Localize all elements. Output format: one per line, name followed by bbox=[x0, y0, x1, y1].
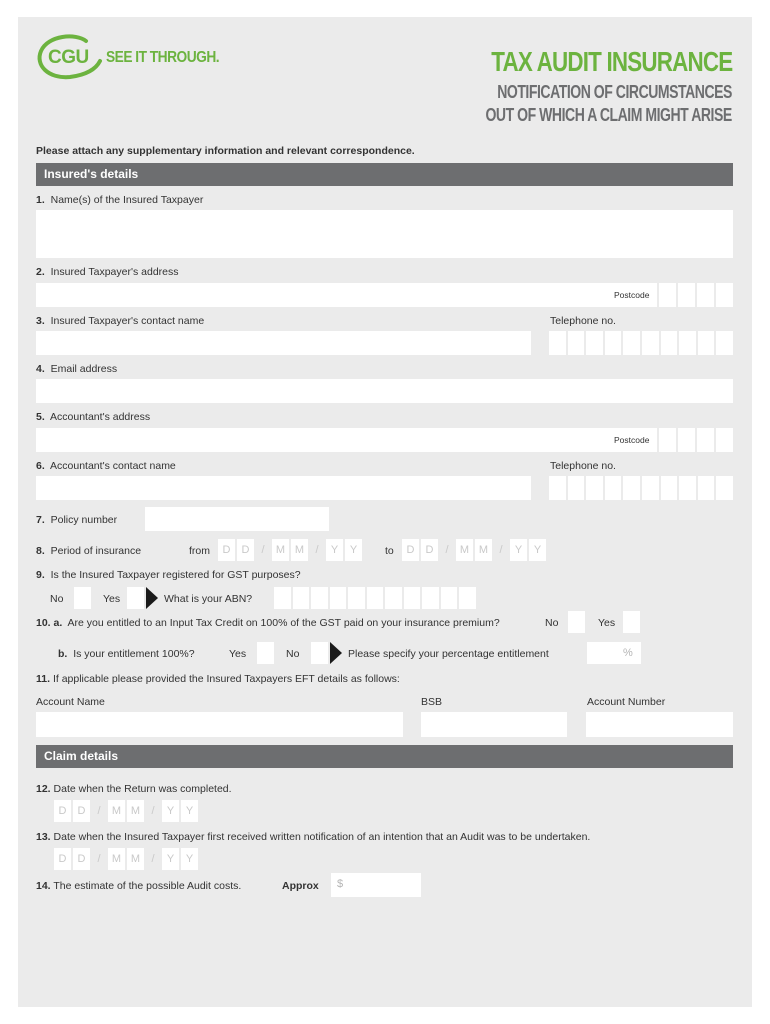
q10b-label: b. Is your entitlement 100%? bbox=[58, 648, 195, 660]
entitlement-no-label: No bbox=[286, 648, 300, 660]
itc-no-checkbox[interactable] bbox=[568, 611, 585, 633]
gst-no-label: No bbox=[50, 593, 64, 605]
q5-label: 5. Accountant's address bbox=[36, 411, 151, 423]
dollar-sign: $ bbox=[337, 878, 344, 890]
accountant-address-field[interactable] bbox=[36, 428, 657, 452]
q1-label: 1. Name(s) of the Insured Taxpayer bbox=[36, 194, 204, 206]
entitlement-yes-checkbox[interactable] bbox=[257, 642, 274, 664]
form-subtitle-1: NOTIFICATION OF CIRCUMSTANCES bbox=[497, 82, 732, 102]
bsb-label: BSB bbox=[421, 696, 443, 708]
accountant-telephone-field[interactable] bbox=[549, 476, 733, 500]
period-from-date[interactable]: D D / M M / Y Y bbox=[218, 539, 362, 561]
entitlement-no-checkbox[interactable] bbox=[311, 642, 328, 664]
q9-label: 9. Is the Insured Taxpayer registered for GST purposes? bbox=[36, 569, 301, 581]
postcode-label: Postcode bbox=[614, 290, 650, 300]
approx-label: Approx bbox=[282, 880, 319, 892]
specify-percentage-label: Please specify your percentage entitlement bbox=[348, 648, 549, 660]
arrow-icon bbox=[146, 587, 158, 609]
q14-label: 14. The estimate of the possible Audit costs. bbox=[36, 880, 242, 892]
telephone-label: Telephone no. bbox=[550, 315, 616, 327]
itc-yes-checkbox[interactable] bbox=[623, 611, 640, 633]
intro-text: Please attach any supplementary information and relevant correspondence. bbox=[36, 145, 415, 157]
email-field[interactable] bbox=[36, 379, 733, 403]
accountant-contact-name-field[interactable] bbox=[36, 476, 531, 500]
bsb-field[interactable] bbox=[421, 712, 567, 737]
insured-name-field[interactable] bbox=[36, 210, 733, 258]
abn-question-label: What is your ABN? bbox=[164, 593, 253, 605]
abn-field[interactable] bbox=[274, 587, 476, 609]
to-label: to bbox=[385, 545, 394, 557]
q10a-label: 10. a. Are you entitled to an Input Tax Credit on 100% of the GST paid on your insurance premium? bbox=[36, 617, 500, 629]
from-label: from bbox=[189, 545, 210, 557]
gst-no-checkbox[interactable] bbox=[74, 587, 91, 609]
return-completed-date[interactable]: D D / M M / Y Y bbox=[54, 800, 198, 822]
insured-contact-name-field[interactable] bbox=[36, 331, 531, 355]
account-name-label: Account Name bbox=[36, 696, 105, 708]
gst-yes-checkbox[interactable] bbox=[127, 587, 144, 609]
percent-sign: % bbox=[623, 647, 633, 659]
itc-no-label: No bbox=[545, 617, 559, 629]
policy-number-field[interactable] bbox=[145, 507, 329, 531]
cgu-logo bbox=[36, 33, 106, 81]
audit-cost-field[interactable] bbox=[331, 873, 421, 897]
postcode-label-2: Postcode bbox=[614, 435, 650, 445]
form-title: TAX AUDIT INSURANCE bbox=[490, 46, 732, 77]
audit-notification-date[interactable]: D D / M M / Y Y bbox=[54, 848, 198, 870]
accountant-postcode-field[interactable] bbox=[659, 428, 733, 452]
account-number-label: Account Number bbox=[587, 696, 666, 708]
q3-label: 3. Insured Taxpayer's contact name bbox=[36, 315, 205, 327]
insured-telephone-field[interactable] bbox=[549, 331, 733, 355]
entitlement-yes-label: Yes bbox=[229, 648, 247, 660]
account-number-field[interactable] bbox=[586, 712, 733, 737]
itc-yes-label: Yes bbox=[598, 617, 616, 629]
telephone-label-2: Telephone no. bbox=[550, 460, 616, 472]
q12-label: 12. Date when the Return was completed. bbox=[36, 783, 232, 795]
account-name-field[interactable] bbox=[36, 712, 403, 737]
q8-label: 8. Period of insurance bbox=[36, 545, 142, 557]
period-to-date[interactable]: D D / M M / Y Y bbox=[402, 539, 546, 561]
q4-label: 4. Email address bbox=[36, 363, 118, 375]
q6-label: 6. Accountant's contact name bbox=[36, 460, 176, 472]
gst-yes-label: Yes bbox=[103, 593, 121, 605]
q7-label: 7. Policy number bbox=[36, 514, 118, 526]
insured-postcode-field[interactable] bbox=[659, 283, 733, 307]
arrow-icon bbox=[330, 642, 342, 664]
slogan: SEE IT THROUGH. bbox=[106, 49, 220, 66]
q13-label: 13. Date when the Insured Taxpayer first received written notification of an intention that an Audit was to be undertaken. bbox=[36, 831, 591, 843]
q2-label: 2. Insured Taxpayer's address bbox=[36, 266, 179, 278]
form-subtitle-2: OUT OF WHICH A CLAIM MIGHT ARISE bbox=[485, 105, 732, 125]
q11-label: 11. If applicable please provided the Insured Taxpayers EFT details as follows: bbox=[36, 673, 400, 685]
section-insured-details: Insured's details bbox=[36, 163, 733, 186]
logo-text: CGU bbox=[48, 47, 89, 68]
percentage-field[interactable] bbox=[587, 642, 641, 664]
insured-address-field[interactable] bbox=[36, 283, 657, 307]
section-claim-details: Claim details bbox=[36, 745, 733, 768]
